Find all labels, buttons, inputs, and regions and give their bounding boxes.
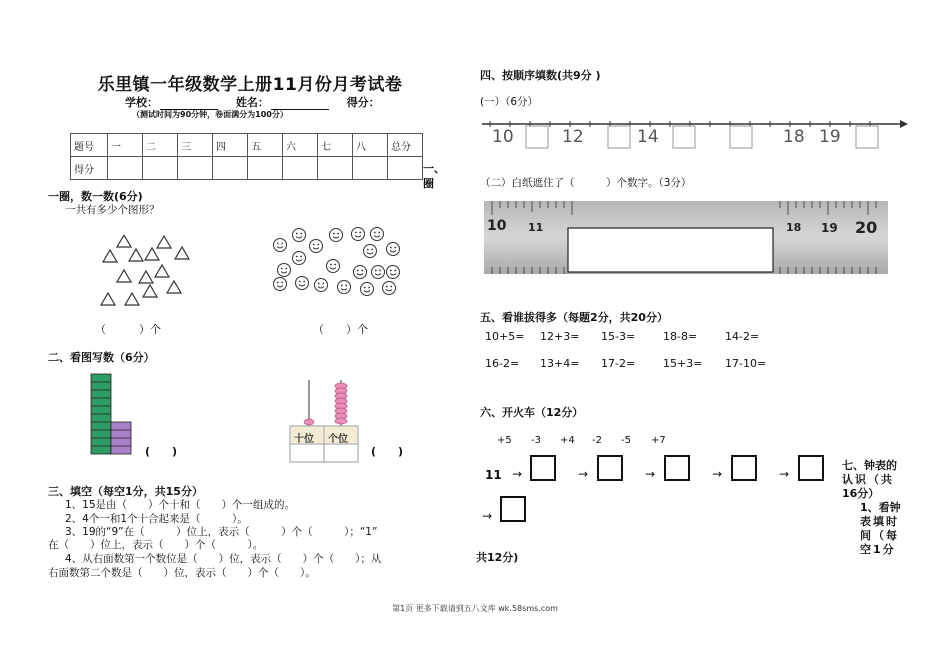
triangles-figure [95, 235, 195, 310]
number-line-blank[interactable] [608, 126, 630, 148]
section7-title-line3: 16分） [842, 487, 880, 500]
page-footer: 第1页 更多下载请到五八文库 wk.58sms.com [392, 604, 558, 613]
calc-item: 16-2= [485, 357, 520, 370]
train-arrow: → [578, 467, 589, 481]
margin-text-1: 一、 [423, 162, 445, 175]
train-arrow: → [482, 509, 493, 523]
score-input-cell[interactable] [318, 157, 353, 180]
section7-total: 共12分) [476, 551, 519, 564]
train-arrow: → [779, 467, 790, 481]
ruler-label: 20 [855, 218, 878, 237]
section7-sub-line4: 空1分 [860, 543, 896, 556]
section4-title: 四、按顺序填数(共9分 ) [480, 69, 601, 82]
score-cell: 五 [248, 134, 283, 157]
score-input-cell[interactable] [108, 157, 143, 180]
score-cell: 八 [353, 134, 388, 157]
section5-title: 五、看谁拔得多（每题2分，共20分） [480, 311, 668, 324]
score-cell: 一 [108, 134, 143, 157]
number-line-blank[interactable] [730, 126, 752, 148]
section4-part1-label: (一）（6分） [480, 96, 539, 108]
score-input-cell[interactable] [388, 157, 423, 180]
fill-question-3b: 在（ ）位上，表示（ ）个（ ）。 [48, 539, 264, 551]
section2-answer-abacus[interactable]: ( ) [371, 445, 404, 458]
calc-item: 12+3= [540, 330, 580, 343]
train-answer-box[interactable] [597, 455, 623, 481]
train-start-number: 11 [485, 468, 502, 482]
fill-question-4a: 4、从右面数第一个数位是（ ）位，表示（ ）个（ ）；从 [65, 553, 382, 565]
abacus-ones-label: 个位 [328, 434, 348, 445]
train-arrow: → [645, 467, 656, 481]
section7-sub-line3: 间（每 [860, 529, 899, 542]
section7-title-line2: 认识（共 [842, 473, 894, 486]
number-line [480, 113, 910, 153]
fill-question-1: 1、15是由（ ）个十和（ ）个一组成的。 [65, 499, 296, 511]
train-arrow: → [712, 467, 723, 481]
fill-question-2: 2、4个一和1个十合起来是（ ）。 [65, 513, 248, 525]
school-label: 学校： [125, 96, 158, 109]
calc-item: 15-3= [601, 330, 636, 343]
calc-item: 18-8= [663, 330, 698, 343]
section1-question: 一共有多少个图形？ [65, 204, 160, 216]
section1-title: 一圈，数一数(6分) [48, 190, 143, 203]
number-line-blank[interactable] [526, 126, 548, 148]
train-op: +7 [651, 435, 666, 446]
fill-question-3a: 3、19的“9”在（ ）位上，表示（ ）个（ ）；“1” [65, 526, 378, 538]
calc-item: 13+4= [540, 357, 580, 370]
number-line-blank[interactable] [856, 126, 878, 148]
number-line-label: 19 [819, 127, 841, 147]
calc-item: 17-10= [725, 357, 767, 370]
section2-title: 二、看图写数（6分） [48, 351, 155, 364]
train-answer-box[interactable] [731, 455, 757, 481]
section3-title: 三、填空（每空1分，共15分） [48, 485, 203, 498]
score-input-cell[interactable] [178, 157, 213, 180]
train-answer-box[interactable] [664, 455, 690, 481]
ruler-label: 11 [528, 221, 544, 234]
train-op: -3 [531, 435, 541, 446]
section1-answer-triangles[interactable]: （ ）个 [95, 323, 161, 336]
score-input-cell[interactable] [213, 157, 248, 180]
score-table [70, 133, 423, 180]
number-line-blank[interactable] [673, 126, 695, 148]
number-line-label: 14 [637, 127, 659, 147]
train-op: -2 [592, 435, 602, 446]
abacus-tens-label: 十位 [294, 434, 314, 445]
score-table-header-row [71, 134, 423, 157]
ruler-cover-paper [568, 228, 773, 272]
train-answer-box[interactable] [530, 455, 556, 481]
score-input-cell[interactable] [353, 157, 388, 180]
ruler-figure [484, 201, 888, 276]
smiley-faces-figure [270, 225, 410, 300]
section2-answer-blocks[interactable]: ( ) [145, 445, 178, 458]
ruler-label: 18 [786, 221, 802, 234]
score-label: 得分： [346, 96, 380, 109]
number-line-label: 12 [562, 127, 584, 147]
score-input-cell[interactable] [143, 157, 178, 180]
calc-item: 15+3= [663, 357, 703, 370]
section6-title: 六、开火车（12分） [480, 406, 584, 419]
number-line-label: 10 [492, 127, 514, 147]
exam-note: （测试时间为90分钟，卷面满分为100分） [132, 110, 288, 119]
score-cell: 六 [283, 134, 318, 157]
name-label: 姓名： [235, 96, 269, 109]
number-line-label: 18 [783, 127, 805, 147]
calc-item: 17-2= [601, 357, 636, 370]
calc-item: 14-2= [725, 330, 760, 343]
section1-answer-faces[interactable]: （ ）个 [313, 323, 368, 336]
score-cell: 得分 [71, 157, 108, 180]
score-cell: 题号 [71, 134, 108, 157]
counting-blocks-figure [90, 373, 135, 455]
section7-sub-line2: 表填时 [860, 515, 899, 528]
score-cell: 总分 [388, 134, 423, 157]
abacus-figure [288, 378, 360, 464]
score-input-cell[interactable] [283, 157, 318, 180]
student-info-line [125, 94, 380, 110]
score-cell: 三 [178, 134, 213, 157]
train-op: +4 [560, 435, 575, 446]
section7-sub-line1: 1、看钟 [860, 501, 901, 514]
calc-item: 10+5= [485, 330, 525, 343]
train-op: +5 [497, 435, 512, 446]
section7-title-line1: 七、钟表的 [842, 459, 897, 472]
score-input-cell[interactable] [248, 157, 283, 180]
train-arrow: → [512, 467, 523, 481]
train-answer-box[interactable] [798, 455, 824, 481]
ruler-label: 19 [821, 221, 838, 235]
train-answer-box[interactable] [500, 496, 526, 522]
train-op: -5 [621, 435, 631, 446]
score-cell: 四 [213, 134, 248, 157]
margin-text-2: 圈 [423, 177, 434, 190]
ruler-label: 10 [487, 218, 507, 234]
page-title: 乐里镇一年级数学上册11月份月考试卷 [97, 75, 403, 95]
score-cell: 七 [318, 134, 353, 157]
section4-part2-label: （二）白纸遮住了（ ）个数字。（3分） [480, 177, 692, 189]
score-table-score-row [71, 157, 423, 180]
fill-question-4b: 右面数第二个数是（ ）位，表示（ ）个（ ）。 [48, 567, 316, 579]
score-cell: 二 [143, 134, 178, 157]
